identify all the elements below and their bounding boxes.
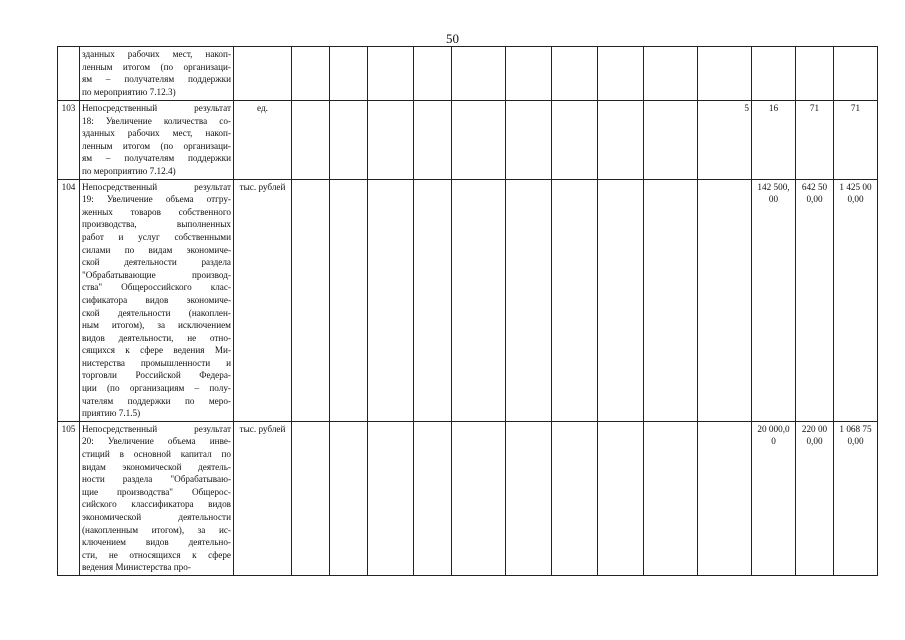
table-row — [58, 421, 878, 575]
row-description: Непосредственный результат 18: Увеличение количества со- зданных рабочих мест, накоп- ленным итогом (по организаци- ям – получателям поддержки по мероприятию 7.12.4) — [80, 101, 234, 180]
table-row — [58, 47, 878, 101]
row-number: 104 — [58, 179, 80, 421]
row-unit: ед. — [234, 101, 292, 180]
row-unit: тыс. рублей — [234, 421, 292, 575]
row-number: 103 — [58, 101, 80, 180]
value-cell: 1 425 00 0,00 — [834, 179, 878, 421]
row-number: 105 — [58, 421, 80, 575]
value-cell: 71 — [834, 101, 878, 180]
indicators-table — [57, 46, 878, 576]
value-cell: 5 — [698, 101, 752, 180]
value-cell: 142 500, 00 — [752, 179, 796, 421]
value-cell: 1 068 75 0,00 — [834, 421, 878, 575]
row-description: Непосредственный результат 19: Увеличение объема отгру- женных товаров собственного производства, выполненных работ и услуг собственными силами по видам экономиче- ской деятельности раздела "Обрабатывающие производ- ства" Общероссийского клас- сификатора видов экономиче- ской деятельности (накоплен- ным итогом), за исключением видов деятельности, не отно- сящихся к сфере ведения Ми- нистерства промышленности и торговли Российской Федера- ции (по организациям – полу- чателям поддержки по меро- приятию 7.1.5) — [80, 179, 234, 421]
row-unit: тыс. рублей — [234, 179, 292, 421]
value-cell: 642 50 0,00 — [796, 179, 834, 421]
table-row — [58, 101, 878, 180]
row-unit — [234, 47, 292, 101]
row-description: Непосредственный результат 20: Увеличение объема инве- стиций в основной капитал по видам экономической деятель- ности раздела "Обрабатываю- щие производства" Общерос- сийского классификатора видов экономической деятельности (накопленным итогом), за ис- ключением видов деятельно- сти, не относящихся к сфере ведения Министерства про- — [80, 421, 234, 575]
value-cell: 16 — [752, 101, 796, 180]
value-cell: 71 — [796, 101, 834, 180]
table-row — [58, 179, 878, 421]
row-description: зданных рабочих мест, накоп- ленным итогом (по организаци- ям – получателям поддержки по мероприятию 7.12.3) — [80, 47, 234, 101]
page-number: 50 — [446, 31, 459, 46]
value-cell: 20 000,0 0 — [752, 421, 796, 575]
value-cell: 220 00 0,00 — [796, 421, 834, 575]
row-number — [58, 47, 80, 101]
